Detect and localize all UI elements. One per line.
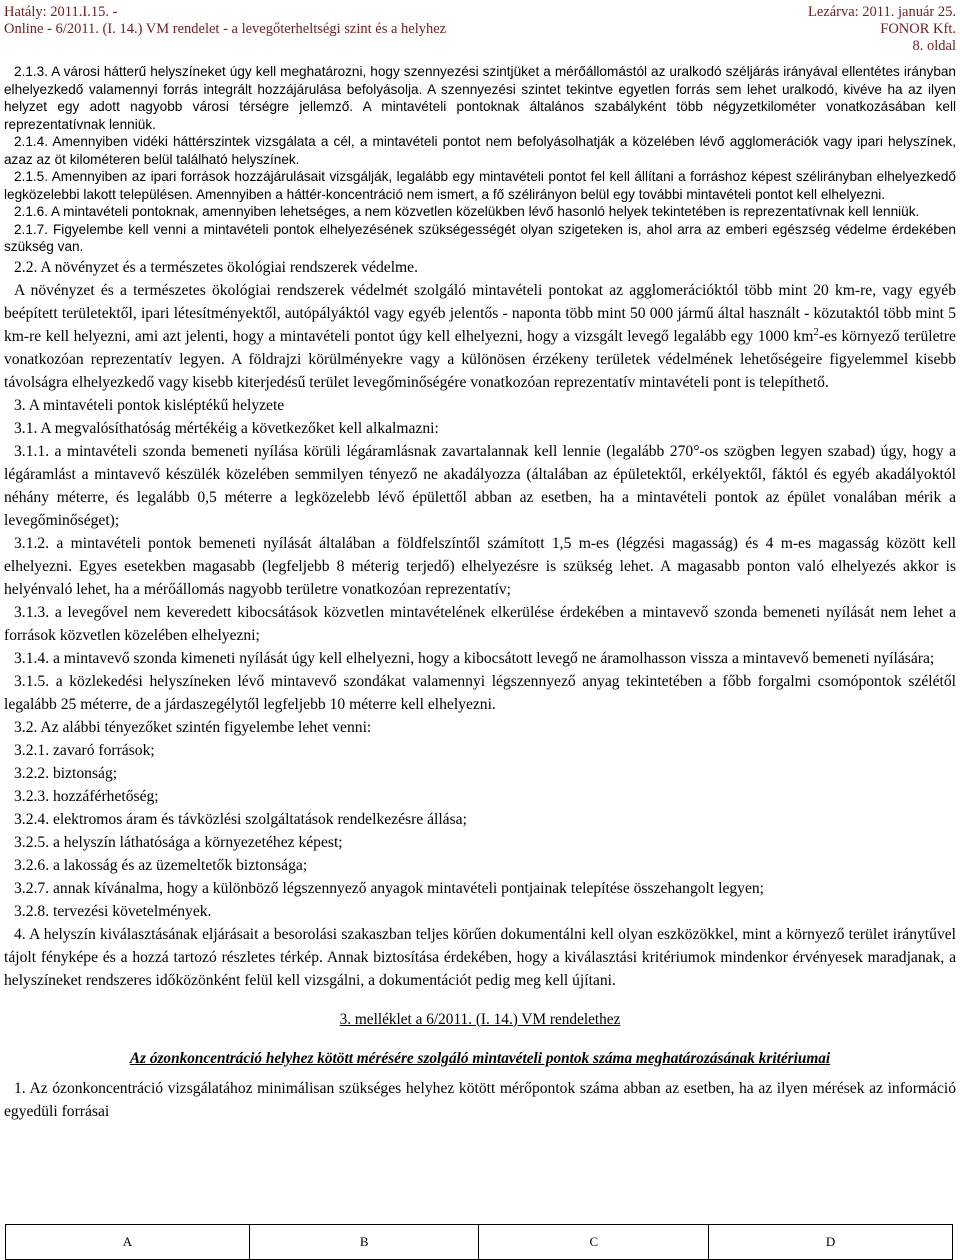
table-header-cell: C xyxy=(479,1225,709,1260)
section-main xyxy=(4,256,956,1123)
paragraph-2-1-6: 2.1.6. A mintavételi pontoknak, amennyiben lehetséges, a nem közvetlen közelükben lévő hasonló helyek tekintetében is reprezentatívnak kell lenniük. xyxy=(14,204,920,219)
paragraph-3-1-1: 3.1.1. a mintavételi szonda bemeneti nyílása körüli légáramlásnak zavartalannak kell lennie (legalább 270°-os szögben legyen szabad) úgy, hogy a légáramlást a mintavevő készülék közelében semmilyen tényező ne akadályozza (általában az épületektől, erkélyektől, fáktól és egyéb akadályoktól néhány méterre, és legalább 0,5 méterre a legközelebb lévő épülettől abban az esetben, ha a mintavételi pontok az épület vonalában mérik a levegőminőséget); xyxy=(4,442,956,529)
header-page-number: 8. oldal xyxy=(912,38,956,54)
paragraph-2-1-4: 2.1.4. Amennyiben vidéki háttérszintek vizsgálata a cél, a mintavételi pontot nem befolyásolhatják a közelében lévő agglomerációk vagy ipari helyszínek, azaz az öt kilométeren belül található helyszínek. xyxy=(4,134,956,167)
paragraph-3-2: 3.2. Az alábbi tényezőket szintén figyelembe lehet venni: xyxy=(14,718,372,736)
header-closed-date: Lezárva: 2011. január 25. xyxy=(807,4,956,20)
list-item-3-2-3: 3.2.3. hozzáférhetőség; xyxy=(14,787,159,805)
paragraph-2-1-7: 2.1.7. Figyelembe kell venni a mintavételi pontok elhelyezésének szükségességét olyan szigeteken is, ahol arra az emberi egészség védelme érdekében szükség van. xyxy=(4,221,956,254)
document-body xyxy=(4,63,956,1123)
list-item-3-2-4: 3.2.4. elektromos áram és távközlési szolgáltatások rendelkezésre állása; xyxy=(14,810,467,828)
list-item-3-2-8: 3.2.8. tervezési követelmények. xyxy=(14,902,212,920)
paragraph-2-2-text-b: -es környező területre vonatkozóan reprezentatív legyen. A földrajzi körülményekre vagy a különösen érzékeny területek védelmének lehetőségeire figyelemmel kisebb távolságra elhelyezkedő vagy kisebb kiterjedésű terület levegőminőségére vonatkozóan reprezentatív mintavételi pont is telepíthető. xyxy=(4,327,956,391)
page-header xyxy=(0,0,960,60)
paragraph-2-1-3: 2.1.3. A városi hátterű helyszíneket úgy kell meghatározni, hogy szennyezési szintjüket a mérőállomástól az uralkodó széljárás irányával ellentétes irányban elhelyezkedő valamennyi forrás integrált hozzájárulása befolyásolja. A szennyezési szintet tekintve egyetlen forrás sem lehet uralkodó, kivéve ha az ilyen helyzet egy adott nagyobb városi térségre jellemző. A mintavételi pontoknak általános szabályként több négyzetkilométer vonatkozásában kell reprezentatívnak lenniük. xyxy=(4,64,956,132)
annex-heading xyxy=(4,1008,956,1031)
paragraph-3-1-5: 3.1.5. a közlekedési helyszíneken lévő mintavevő szondákat valamennyi légszennyező anyag tekintetében a főbb forgalmi csomópontok szélétől legalább 25 méterre, de a járdaszegélytől legfeljebb 10 méterre kell elhelyezni. xyxy=(4,672,956,713)
annex-title xyxy=(4,1047,956,1070)
annex-heading-text: 3. melléklet a 6/2011. (I. 14.) VM rendelethez xyxy=(339,1010,621,1028)
paragraph-2-2-text xyxy=(4,279,956,394)
table-header-cell: A xyxy=(6,1225,250,1260)
list-item-3-2-6: 3.2.6. a lakosság és az üzemeltetők biztonsága; xyxy=(14,856,308,874)
table-row xyxy=(6,1225,953,1260)
paragraph-4: 4. A helyszín kiválasztásának eljárásait a besorolási szakaszban teljes körűen dokumentálni kell olyan eszközökkel, mint a környező terület iránytűvel tájolt fényképe és a hozzá tartozó részletes térkép. Annak biztosítása érdekében, hogy a kiválasztási kritériumok mindenkor érvényesek maradjanak, a helyszíneket rendszeres időközönként felül kell vizsgálni, a dokumentációt pedig meg kell újítani. xyxy=(4,925,956,989)
header-publisher: FONOR Kft. xyxy=(880,21,956,37)
paragraph-2-2-text-a: A növényzet és a természetes ökológiai rendszerek védelmét szolgáló mintavételi pontokat az agglomerációktól több mint 20 km-re, vagy egyéb beépített területektől, ipari létesítményektől, autópályáktól vagy egyéb jelentős - naponta több mint 50 000 jármű által használt - közutaktól több mint 5 km-re kell helyezni, ami azt jelenti, hogy a mintavételi pontot úgy kell elhelyezni, hogy a vizsgált levegő legalább egy 1000 km xyxy=(4,281,956,345)
list-item-3-2-7: 3.2.7. annak kívánalma, hogy a különböző légszennyező anyagok mintavételi pontjainak telepítése összehangolt legyen; xyxy=(14,879,765,897)
table-header-cell: D xyxy=(709,1225,953,1260)
heading-3: 3. A mintavételi pontok kisléptékű helyzete xyxy=(14,396,285,414)
table-header-cell: B xyxy=(249,1225,479,1260)
annex-title-text: Az ózonkoncentráció helyhez kötött mérésére szolgáló mintavételi pontok száma meghatározásának kritériumai xyxy=(129,1049,831,1067)
list-item-3-2-2: 3.2.2. biztonság; xyxy=(14,764,118,782)
header-validity: Hatály: 2011.I.15. - xyxy=(4,4,118,20)
paragraph-2-1-5: 2.1.5. Amennyiben az ipari források hozzájárulásait vizsgálják, legalább egy mintavételi pontot fel kell állítani a forráshoz képest szélirányban elhelyezkedő legközelebbi lakott településen. Amennyiben a háttér-koncentráció nem ismert, a fő szélirányon belül egy további mintavételi pontot kell elhelyezni. xyxy=(4,169,956,202)
list-item-3-2-1: 3.2.1. zavaró források; xyxy=(14,741,155,759)
header-source: Online - 6/2011. (I. 14.) VM rendelet - a levegőterheltségi szint és a helyhez xyxy=(4,21,447,37)
paragraph-3-1: 3.1. A megvalósíthatóság mértékéig a következőket kell alkalmazni: xyxy=(14,419,439,437)
list-item-3-2-5: 3.2.5. a helyszín láthatósága a környezetéhez képest; xyxy=(14,833,343,851)
paragraph-annex-1: 1. Az ózonkoncentráció vizsgálatához minimálisan szükséges helyhez kötött mérőpontok száma abban az esetben, ha az ilyen mérések az információ egyedüli forrásai xyxy=(4,1079,956,1120)
section-urban-rural xyxy=(4,63,956,256)
criteria-table xyxy=(5,1224,953,1260)
paragraph-3-1-4: 3.1.4. a mintavevő szonda kimeneti nyílását úgy kell elhelyezni, hogy a kibocsátott levegő ne áramolhasson vissza a mintavevő bemeneti nyílására; xyxy=(14,649,935,667)
superscript-2: 2 xyxy=(813,325,819,338)
paragraph-3-1-3: 3.1.3. a levegővel nem keveredett kibocsátások közvetlen mintavételének elkerülése érdekében a mintavevő szonda bemeneti nyílását nem lehet a források közvetlen közelében elhelyezni; xyxy=(4,603,956,644)
paragraph-3-1-2: 3.1.2. a mintavételi pontok bemeneti nyílását általában a földfelszíntől számított 1,5 m-es (légzési magasság) és 4 m-es magasság között kell elhelyezni. Egyes esetekben magasabb (legfeljebb 8 méterig terjedő) elhelyezésre is szükség lehet. A magasabb ponton való elhelyezés akkor is helyénvaló lehet, ha a mérőállomás nagyobb területre vonatkozóan reprezentatív; xyxy=(4,534,956,598)
paragraph-2-2: 2.2. A növényzet és a természetes ökológiai rendszerek védelme. xyxy=(14,258,418,276)
